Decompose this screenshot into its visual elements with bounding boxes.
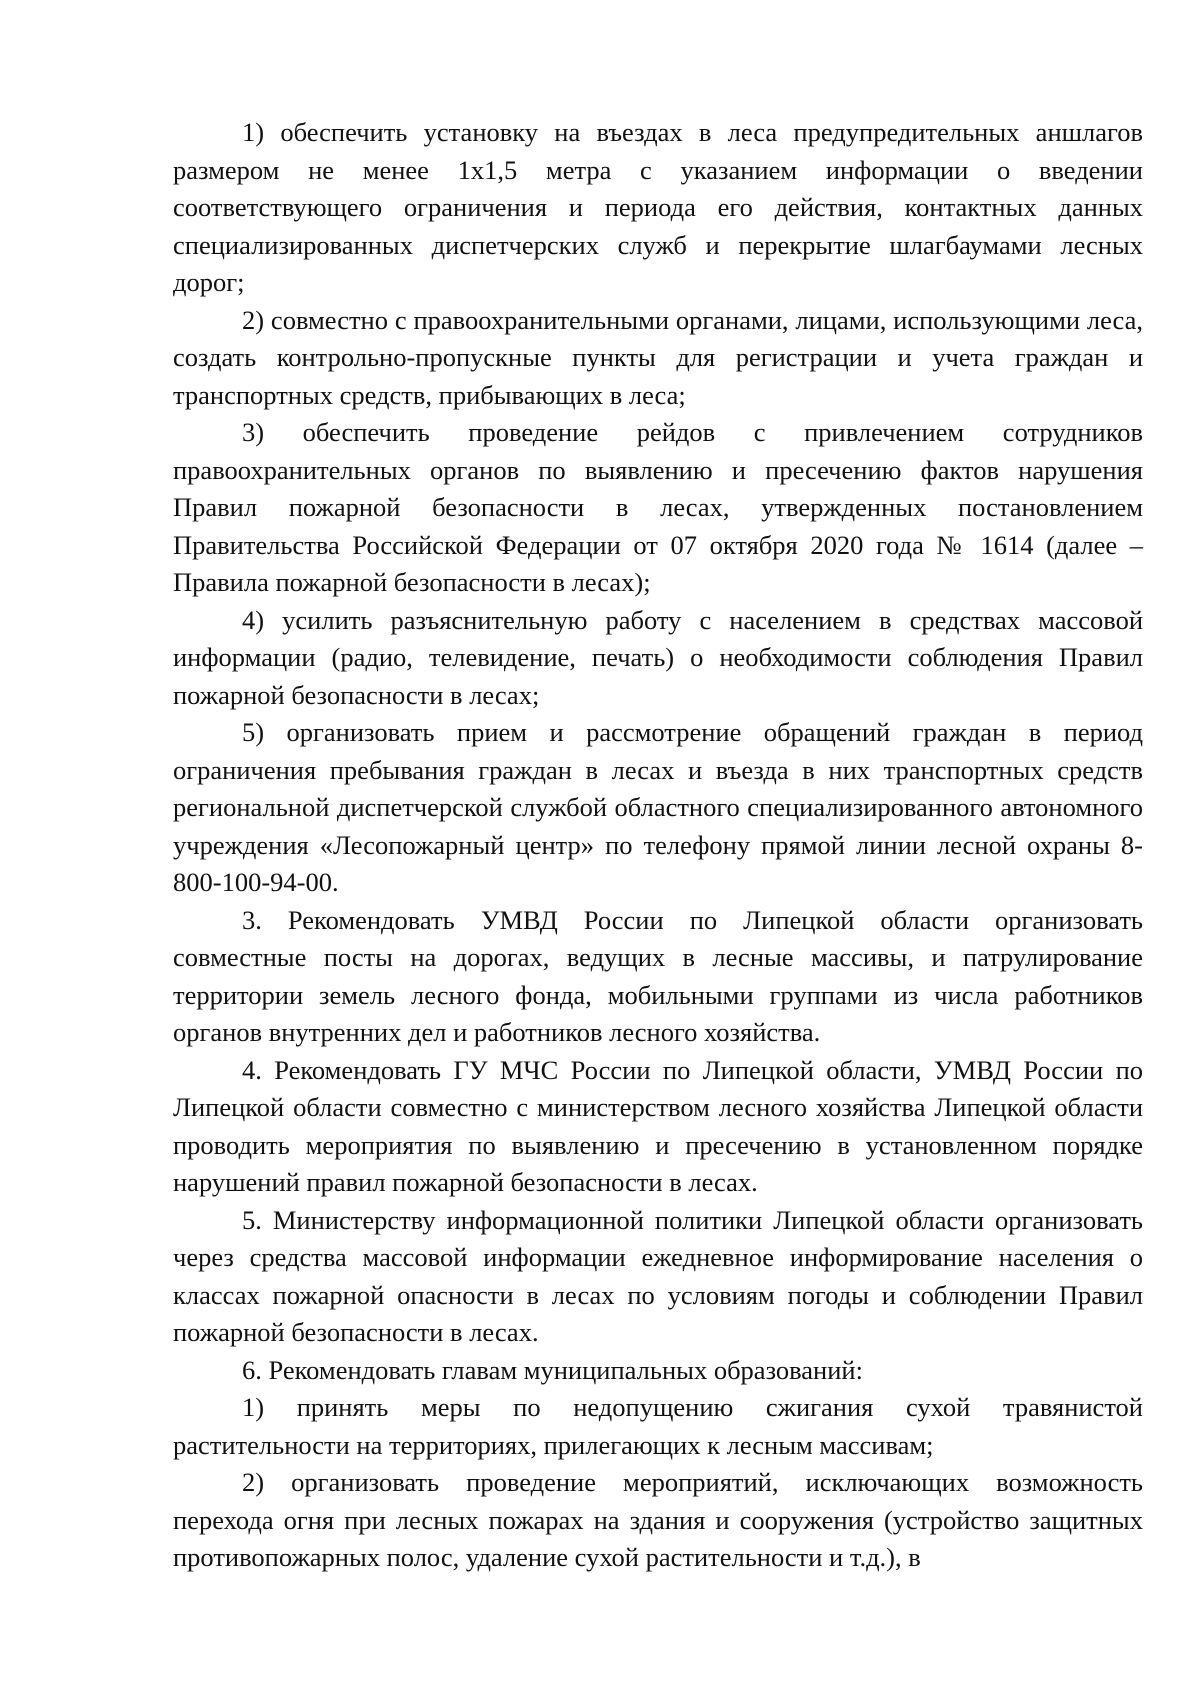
document-body bbox=[173, 114, 1143, 1577]
paragraph-section-5-info-policy: 5. Министерству информационной политики Липецкой области организовать через средства массовой информации ежедневное информирование населения о классах пожарной опасности в лесах по условиям погоды и соблюдении Правил пожарной безопасности в лесах. bbox=[173, 1204, 1143, 1347]
paragraph-section-6-municipal: 6. Рекомендовать главам муниципальных образований: bbox=[242, 1354, 863, 1385]
paragraph-section-4-mchs: 4. Рекомендовать ГУ МЧС России по Липецкой области, УМВД России по Липецкой области совместно с министерством лесного хозяйства Липецкой области проводить мероприятия по выявлению и пресечению в установленном порядке нарушений правил пожарной безопасности в лесах. bbox=[173, 1054, 1143, 1197]
paragraph-item-2-fire-barriers: 2) организовать проведение мероприятий, исключающих возможность перехода огня при лесных пожарах на здания и сооружения (устройство защитных противопожарных полос, удаление сухой растительности и т.д.), в bbox=[173, 1467, 1143, 1572]
paragraph-item-5-hotline: 5) организовать прием и рассмотрение обращений граждан в период ограничения пребывания граждан в лесах и въезда в них транспортных средств региональной диспетчерской службой областного специализированного автономного учреждения «Лесопожарный центр» по телефону прямой линии лесной охраны 8-800-100-94-00. bbox=[173, 717, 1143, 897]
paragraph-item-2-checkpoints: 2) совместно с правоохранительными органами, лицами, использующими леса, создать контрольно-пропускные пункты для регистрации и учета граждан и транспортных средств, прибывающих в леса; bbox=[173, 304, 1143, 410]
paragraph-item-4-outreach: 4) усилить разъяснительную работу с населением в средствах массовой информации (радио, телевидение, печать) о необходимости соблюдения Правил пожарной безопасности в лесах; bbox=[173, 604, 1143, 710]
paragraph-item-1-signage: 1) обеспечить установку на въездах в леса предупредительных аншлагов размером не менее 1х1,5 метра с указанием информации о введении соответствующего ограничения и периода его действия, контактных данных специализированных диспетчерских служб и перекрытие шлагбаумами лесных дорог; bbox=[173, 117, 1143, 297]
paragraph-section-3-umvd: 3. Рекомендовать УМВД России по Липецкой области организовать совместные посты на дорогах, ведущих в лесные массивы, и патрулирование территории земель лесного фонда, мобильными группами из числа работников органов внутренних дел и работников лесного хозяйства. bbox=[173, 904, 1143, 1047]
paragraph-item-1-grass-burning: 1) принять меры по недопущению сжигания сухой травянистой растительности на территориях, прилегающих к лесным массивам; bbox=[173, 1392, 1143, 1460]
paragraph-item-3-raids: 3) обеспечить проведение рейдов с привлечением сотрудников правоохранительных органов по выявлению и пресечению фактов нарушения Правил пожарной безопасности в лесах, утвержденных постановлением Правительства Российской Федерации от 07 октября 2020 года № 1614 (далее – Правила пожарной безопасности в лесах); bbox=[173, 417, 1143, 597]
